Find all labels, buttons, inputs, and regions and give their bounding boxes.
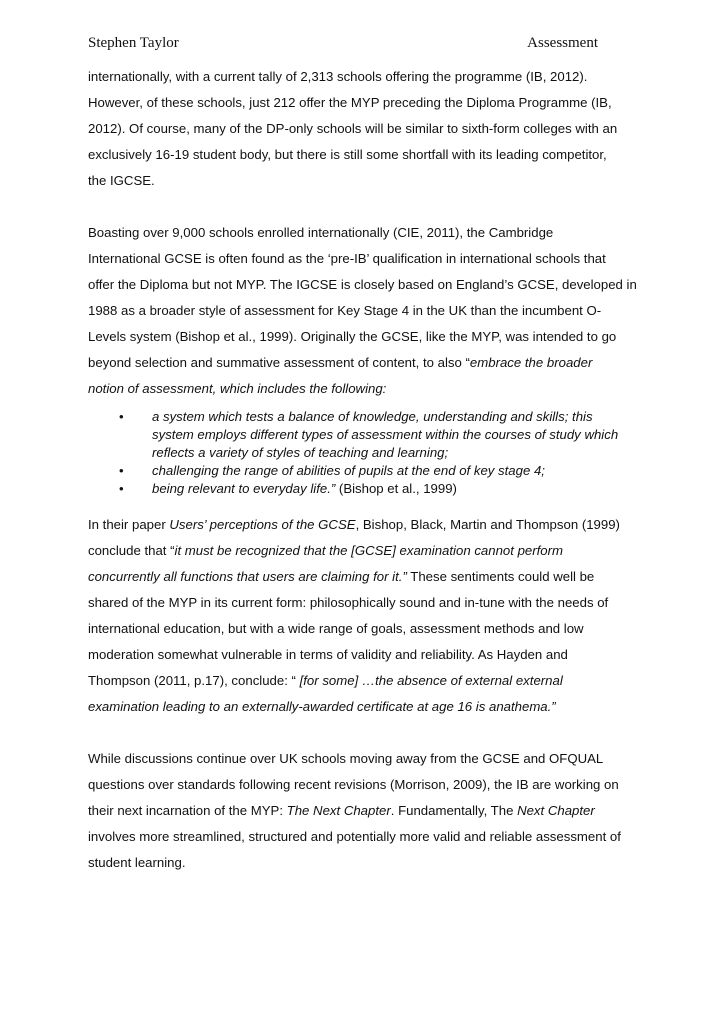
header-author: Stephen Taylor — [88, 35, 179, 51]
title-italic: The Next Chapter — [286, 803, 391, 818]
text-run: conclude that “ — [88, 543, 175, 558]
title-italic: Next Chapter — [517, 803, 595, 818]
text-line: exclusively 16-19 student body, but there is still some shortfall with its leading competitor, — [88, 147, 607, 162]
title-italic: Users’ perceptions of the GCSE — [169, 517, 356, 532]
text-line — [88, 694, 644, 720]
text-run: Thompson (2011, p.17), conclude: “ — [88, 673, 300, 688]
text-line: moderation somewhat vulnerable in terms of validity and reliability. As Hayden and — [88, 647, 568, 662]
text-run: . Fundamentally, The — [390, 803, 518, 818]
bullet-marker: • — [119, 409, 124, 424]
quote-italic: examination leading to an externally-awarded certificate at age 16 is anathema.” — [88, 699, 556, 714]
text-run: their next incarnation of the MYP: — [88, 803, 287, 818]
text-line: offer the Diploma but not MYP. The IGCSE is closely based on England’s GCSE, developed in — [88, 277, 637, 292]
text-line: Levels system (Bishop et al., 1999). Originally the GCSE, like the MYP, was intended to go — [88, 329, 617, 344]
text-run: These sentiments could well be — [406, 569, 595, 584]
quote-italic: embrace the broader — [469, 355, 593, 370]
text-line: student learning. — [88, 855, 186, 870]
text-line: the IGCSE. — [88, 173, 155, 188]
quote-italic: notion of assessment, which includes the following: — [88, 381, 387, 396]
text-line: involves more streamlined, structured and potentially more valid and reliable assessment of — [88, 829, 621, 844]
header-section: Assessment — [527, 35, 598, 51]
text-run: , Bishop, Black, Martin and Thompson (1999) — [355, 517, 620, 532]
quote-italic: concurrently all functions that users are claiming for it.” — [88, 569, 407, 584]
text-line: 1988 as a broader style of assessment for Key Stage 4 in the UK than the incumbent O- — [88, 303, 602, 318]
text-line — [88, 376, 644, 402]
list-item-line: challenging the range of abilities of pupils at the end of key stage 4; — [152, 463, 545, 478]
text-line — [88, 538, 644, 564]
text-run: beyond selection and summative assessment of content, to also “ — [88, 355, 470, 370]
quote-italic: it must be recognized that the [GCSE] examination cannot perform — [174, 543, 564, 558]
text-line: 2012). Of course, many of the DP-only schools will be similar to sixth-form colleges with an — [88, 121, 618, 136]
bullet-marker: • — [119, 481, 124, 496]
list-item-line: system employs different types of assessment within the courses of study which — [152, 427, 619, 442]
bullet-marker: • — [119, 463, 124, 478]
quote-italic: [for some] …the absence of external external — [299, 673, 563, 688]
paragraph-4 — [88, 746, 644, 876]
text-line: internationally, with a current tally of 2,313 schools offering the programme (IB, 2012). — [88, 69, 588, 84]
body-text — [88, 64, 644, 876]
list-item-line — [152, 480, 644, 498]
list-item — [88, 408, 644, 462]
text-line — [88, 512, 644, 538]
bullet-list — [88, 408, 644, 498]
list-item — [88, 462, 644, 480]
paragraph-1 — [88, 64, 644, 194]
text-line: shared of the MYP in its current form: philosophically sound and in-tune with the needs of — [88, 595, 609, 610]
text-line: While discussions continue over UK schools moving away from the GCSE and OFQUAL — [88, 751, 604, 766]
text-line: Boasting over 9,000 schools enrolled internationally (CIE, 2011), the Cambridge — [88, 225, 554, 240]
text-line: However, of these schools, just 212 offer the MYP preceding the Diploma Programme (IB, — [88, 95, 612, 110]
citation: (Bishop et al., 1999) — [335, 481, 457, 496]
text-line — [88, 350, 644, 376]
text-line — [88, 668, 644, 694]
paragraph-3 — [88, 512, 644, 720]
quote-italic: being relevant to everyday life.” — [152, 481, 336, 496]
text-line — [88, 798, 644, 824]
text-run: In their paper — [88, 517, 170, 532]
list-item-line: a system which tests a balance of knowledge, understanding and skills; this — [152, 409, 593, 424]
text-line: international education, but with a wide range of goals, assessment methods and low — [88, 621, 584, 636]
list-item — [88, 480, 644, 498]
text-line — [88, 564, 644, 590]
list-item-line: reflects a variety of styles of teaching and learning; — [152, 445, 449, 460]
text-line: questions over standards following recent revisions (Morrison, 2009), the IB are working on — [88, 777, 619, 792]
text-line: International GCSE is often found as the ‘pre-IB’ qualification in international schools that — [88, 251, 606, 266]
paragraph-2 — [88, 220, 644, 402]
